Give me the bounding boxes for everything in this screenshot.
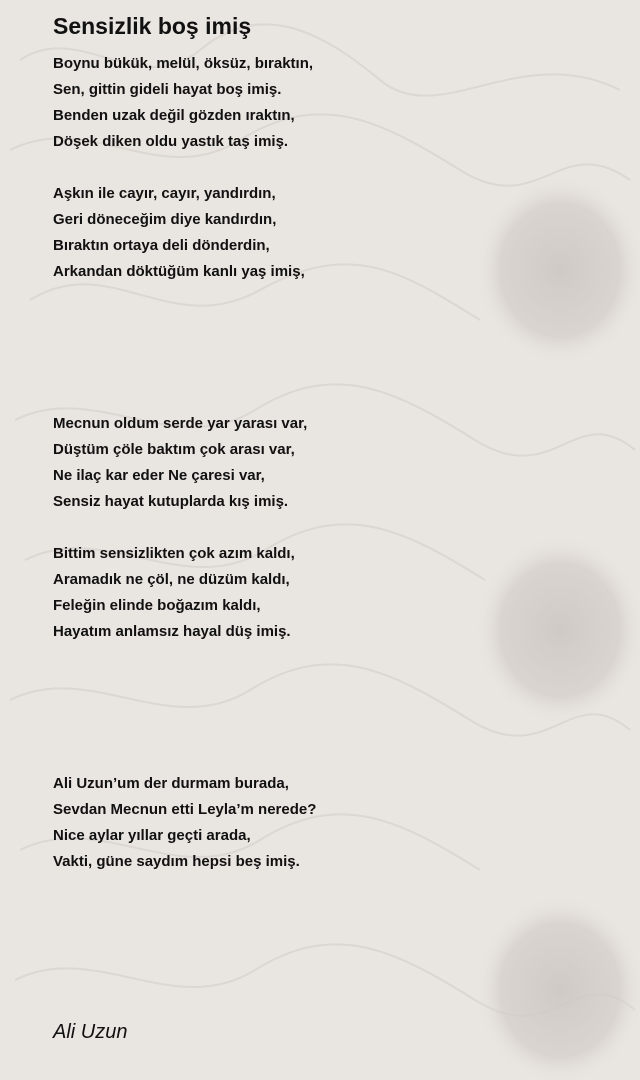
poem-line: Bıraktın ortaya deli dönderdin, <box>53 237 270 254</box>
poem-line: Mecnun oldum serde yar yarası var, <box>53 415 308 432</box>
poem-line: Sen, gittin gideli hayat boş imiş. <box>53 81 282 98</box>
poem-line: Döşek diken oldu yastık taş imiş. <box>53 133 289 150</box>
stanza-3 <box>53 411 307 515</box>
stanza-1 <box>53 51 313 155</box>
poem-line: Nice aylar yıllar geçti arada, <box>53 827 251 844</box>
poem-line: Sevdan Mecnun etti Leyla’m nerede? <box>53 801 317 818</box>
poem-line: Bittim sensizlikten çok azım kaldı, <box>53 545 295 562</box>
poem-author: Ali Uzun <box>53 1021 128 1043</box>
poem-line: Feleğin elinde boğazım kaldı, <box>53 597 261 614</box>
poem-line: Aramadık ne çöl, ne düzüm kaldı, <box>53 571 290 588</box>
poem-line: Geri döneceğim diye kandırdın, <box>53 211 277 228</box>
poem-line: Aşkın ile cayır, cayır, yandırdın, <box>53 185 276 202</box>
poem-line: Benden uzak değil gözden ıraktın, <box>53 107 295 124</box>
poem-line: Düştüm çöle baktım çok arası var, <box>53 441 295 458</box>
poem-line: Ali Uzun’um der durmam burada, <box>53 775 289 792</box>
stanza-4 <box>53 541 295 645</box>
poem-title: Sensizlik boş imiş <box>53 13 252 39</box>
poem-line: Boynu bükük, melül, öksüz, bıraktın, <box>53 55 314 72</box>
poem-line: Hayatım anlamsız hayal düş imiş. <box>53 623 291 640</box>
stanza-5 <box>53 771 316 875</box>
poem-line: Arkandan döktüğüm kanlı yaş imiş, <box>53 263 305 280</box>
poem-line: Vakti, güne saydım hepsi beş imiş. <box>53 853 300 870</box>
stanza-2 <box>53 181 305 285</box>
poem-line: Sensiz hayat kutuplarda kış imiş. <box>53 493 289 510</box>
poem-line: Ne ilaç kar eder Ne çaresi var, <box>53 467 265 484</box>
